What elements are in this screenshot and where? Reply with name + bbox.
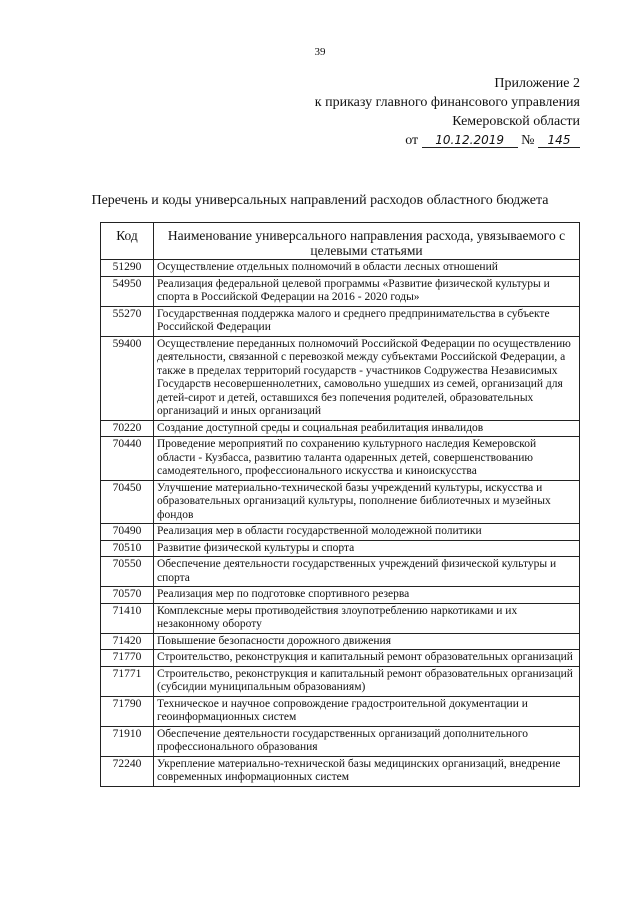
row-name: Развитие физической культуры и спорта — [154, 540, 580, 557]
table-row — [101, 306, 580, 336]
row-code: 51290 — [101, 260, 154, 277]
table-row — [101, 437, 580, 481]
row-code: 70510 — [101, 540, 154, 557]
row-name: Укрепление материально-технической базы медицинских организаций, внедрение современных информационных систем — [154, 756, 580, 786]
table-row — [101, 756, 580, 786]
row-name: Проведение мероприятий по сохранению культурного наследия Кемеровской области - Кузбасса, развитию таланта одаренных детей, совершенствованию самодеятельного, профессионального искусства и киноискусства — [154, 437, 580, 481]
row-name: Осуществление переданных полномочий Российской Федерации по осуществлению деятельности, связанной с перевозкой между субъектами Российской Федерации, а также в пределах территорий государств - участников Содружества Независимых Государств несовершеннолетних, самовольно ушедших из семей, организаций для детей-сирот и детей, оставшихся без попечения родителей, образовательных организаций и иных организаций — [154, 336, 580, 420]
table-row — [101, 420, 580, 437]
row-name: Строительство, реконструкция и капитальный ремонт образовательных организаций — [154, 650, 580, 667]
row-code: 71410 — [101, 603, 154, 633]
row-code: 59400 — [101, 336, 154, 420]
expense-codes-table — [100, 222, 580, 787]
table-body — [101, 260, 580, 787]
row-name: Осуществление отдельных полномочий в области лесных отношений — [154, 260, 580, 277]
row-code: 70450 — [101, 480, 154, 524]
row-name: Государственная поддержка малого и среднего предпринимательства в субъекте Российской Федерации — [154, 306, 580, 336]
row-name: Реализация федеральной целевой программы «Развитие физической культуры и спорта в Российской Федерации на 2016 - 2020 годы» — [154, 276, 580, 306]
row-name: Техническое и научное сопровождение градостроительной документации и геоинформационных систем — [154, 696, 580, 726]
table-row — [101, 276, 580, 306]
table-row — [101, 336, 580, 420]
row-name: Реализация мер по подготовке спортивного резерва — [154, 587, 580, 604]
table-row — [101, 633, 580, 650]
row-name: Повышение безопасности дорожного движения — [154, 633, 580, 650]
page-number: 39 — [314, 46, 326, 58]
header-code: Код — [101, 223, 154, 260]
table-row — [101, 726, 580, 756]
handwritten-number: 145 — [538, 133, 580, 148]
row-code: 70440 — [101, 437, 154, 481]
table-row — [101, 557, 580, 587]
table-row — [101, 524, 580, 541]
row-code: 70570 — [101, 587, 154, 604]
table-row — [101, 480, 580, 524]
from-label: от — [405, 133, 419, 148]
row-name: Обеспечение деятельности государственных организаций дополнительного профессионального образования — [154, 726, 580, 756]
row-code: 71420 — [101, 633, 154, 650]
appendix-label: Приложение 2 — [494, 76, 580, 91]
table-row — [101, 540, 580, 557]
row-name: Комплексные меры противодействия злоупотреблению наркотиками и их незаконному обороту — [154, 603, 580, 633]
table-row — [101, 666, 580, 696]
handwritten-date: 10.12.2019 — [422, 133, 518, 148]
table-row — [101, 603, 580, 633]
table-row — [101, 650, 580, 667]
row-code: 71770 — [101, 650, 154, 667]
row-name: Строительство, реконструкция и капитальный ремонт образовательных организаций (субсидии муниципальным образованиям) — [154, 666, 580, 696]
row-code: 70220 — [101, 420, 154, 437]
number-label: № — [521, 133, 535, 148]
row-code: 71910 — [101, 726, 154, 756]
row-name: Улучшение материально-технической базы учреждений культуры, искусства и образовательных организаций культуры, пополнение библиотечных и музейных фондов — [154, 480, 580, 524]
table-row — [101, 696, 580, 726]
row-code: 70490 — [101, 524, 154, 541]
row-code: 55270 — [101, 306, 154, 336]
row-code: 71790 — [101, 696, 154, 726]
table-row — [101, 260, 580, 277]
row-code: 54950 — [101, 276, 154, 306]
row-name: Реализация мер в области государственной молодежной политики — [154, 524, 580, 541]
row-code: 71771 — [101, 666, 154, 696]
row-code: 72240 — [101, 756, 154, 786]
order-date-number-line — [315, 131, 580, 150]
table-header-row — [101, 223, 580, 260]
row-name: Обеспечение деятельности государственных учреждений физической культуры и спорта — [154, 557, 580, 587]
approval-block — [315, 74, 580, 150]
header-name: Наименование универсального направления расхода, увязываемого с целевыми статьями — [154, 223, 580, 260]
row-code: 70550 — [101, 557, 154, 587]
document-title: Перечень и коды универсальных направлений расходов областного бюджета — [91, 193, 549, 208]
order-reference: к приказу главного финансового управления — [314, 95, 580, 110]
table-row — [101, 587, 580, 604]
region-name: Кемеровской области — [452, 114, 580, 129]
row-name: Создание доступной среды и социальная реабилитация инвалидов — [154, 420, 580, 437]
